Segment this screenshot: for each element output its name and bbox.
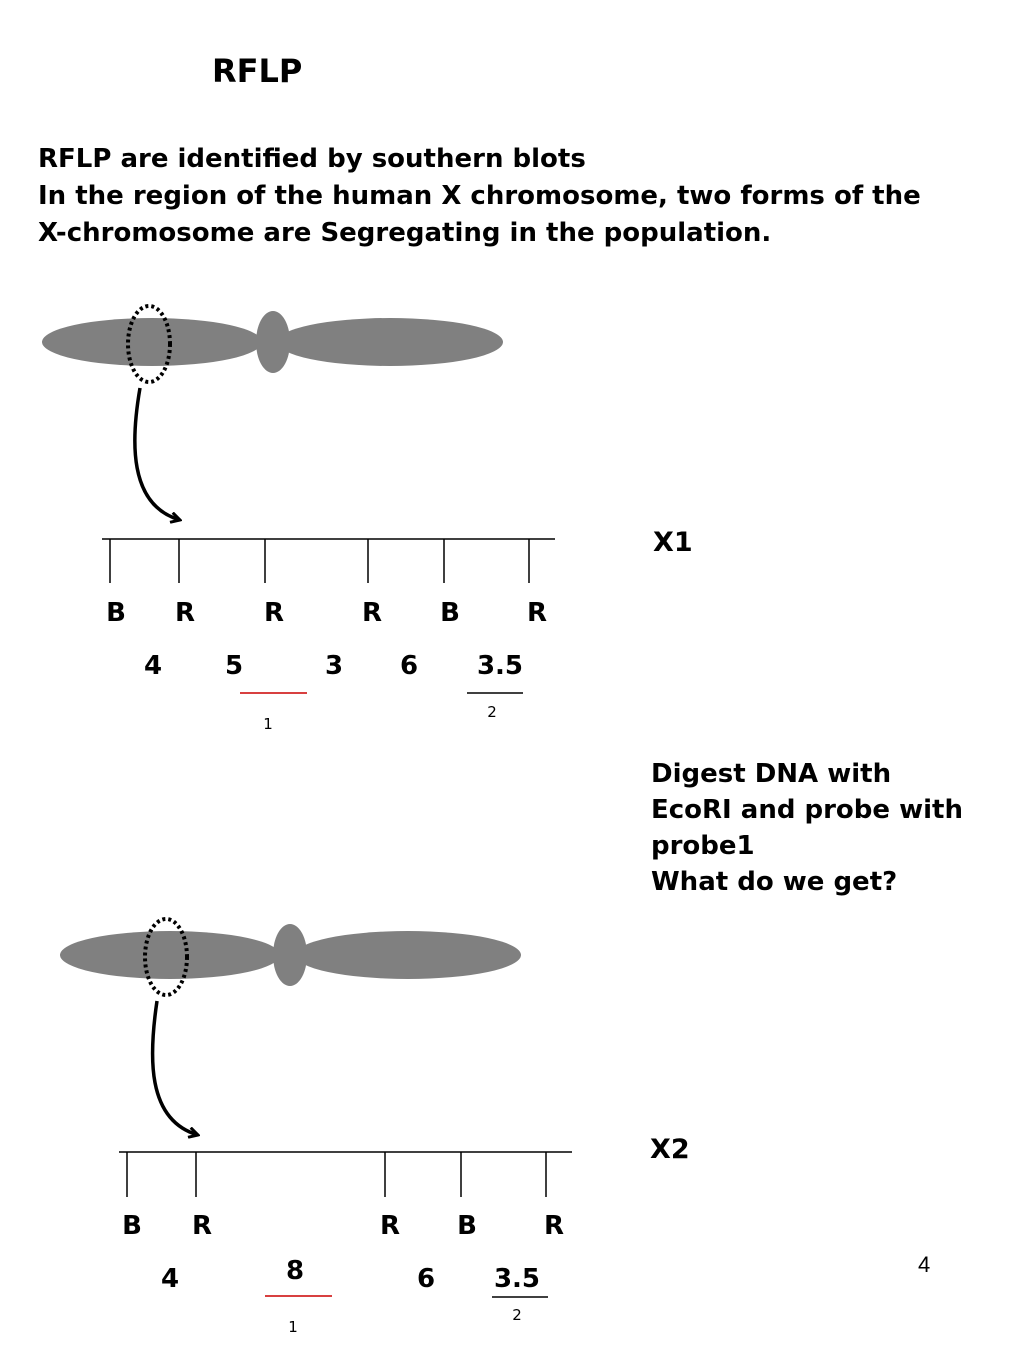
centromere <box>273 924 307 986</box>
question-line-1: Digest DNA with <box>651 759 892 789</box>
zoom-arrow <box>152 1001 198 1135</box>
probe-1-label: 1 <box>288 1318 298 1336</box>
fragment-size: 3 <box>324 651 344 681</box>
probe-2-label: 2 <box>487 703 497 721</box>
fragment-size: 4 <box>160 1264 180 1294</box>
chromosome-left-arm <box>60 931 280 979</box>
chromosome-right-arm <box>295 931 521 979</box>
question-line-3: probe1 <box>651 831 755 861</box>
chromosome-x2 <box>60 919 521 1135</box>
fragment-size: 3.5 <box>493 1264 541 1294</box>
site-label: R <box>379 1211 401 1241</box>
intro-line-3: X-chromosome are Segregating in the population. <box>38 218 772 248</box>
site-label: R <box>174 598 196 628</box>
map-label-x2: X2 <box>650 1134 690 1165</box>
fragment-size: 6 <box>399 651 419 681</box>
centromere <box>256 311 290 373</box>
question-line-2: EcoRI and probe with <box>651 795 963 825</box>
question-line-4: What do we get? <box>651 867 898 897</box>
fragment-size: 5 <box>224 651 244 681</box>
fragment-size: 4 <box>143 651 163 681</box>
site-label: B <box>457 1211 477 1241</box>
page-title: RFLP <box>212 52 303 90</box>
chromosome-x1 <box>42 306 503 520</box>
chromosome-left-arm <box>42 318 262 366</box>
fragment-size: 6 <box>416 1264 436 1294</box>
intro-line-2: In the region of the human X chromosome, two forms of the <box>38 181 921 211</box>
site-label: B <box>106 598 126 628</box>
chromosome-right-arm <box>277 318 503 366</box>
restriction-map-x1 <box>102 539 555 733</box>
fragment-size: 3.5 <box>476 651 524 681</box>
zoom-arrow <box>135 388 180 520</box>
page-number: 4 <box>918 1252 931 1277</box>
restriction-map-x2 <box>119 1152 572 1336</box>
site-label: R <box>263 598 285 628</box>
intro-line-1: RFLP are identified by southern blots <box>38 144 586 174</box>
probe-1-label: 1 <box>263 715 273 733</box>
site-label: R <box>361 598 383 628</box>
fragment-size: 8 <box>285 1256 305 1286</box>
probe-2-label: 2 <box>512 1306 522 1324</box>
site-label: R <box>526 598 548 628</box>
site-label: B <box>122 1211 142 1241</box>
map-label-x1: X1 <box>653 527 693 558</box>
site-label: B <box>440 598 460 628</box>
site-label: R <box>191 1211 213 1241</box>
site-label: R <box>543 1211 565 1241</box>
